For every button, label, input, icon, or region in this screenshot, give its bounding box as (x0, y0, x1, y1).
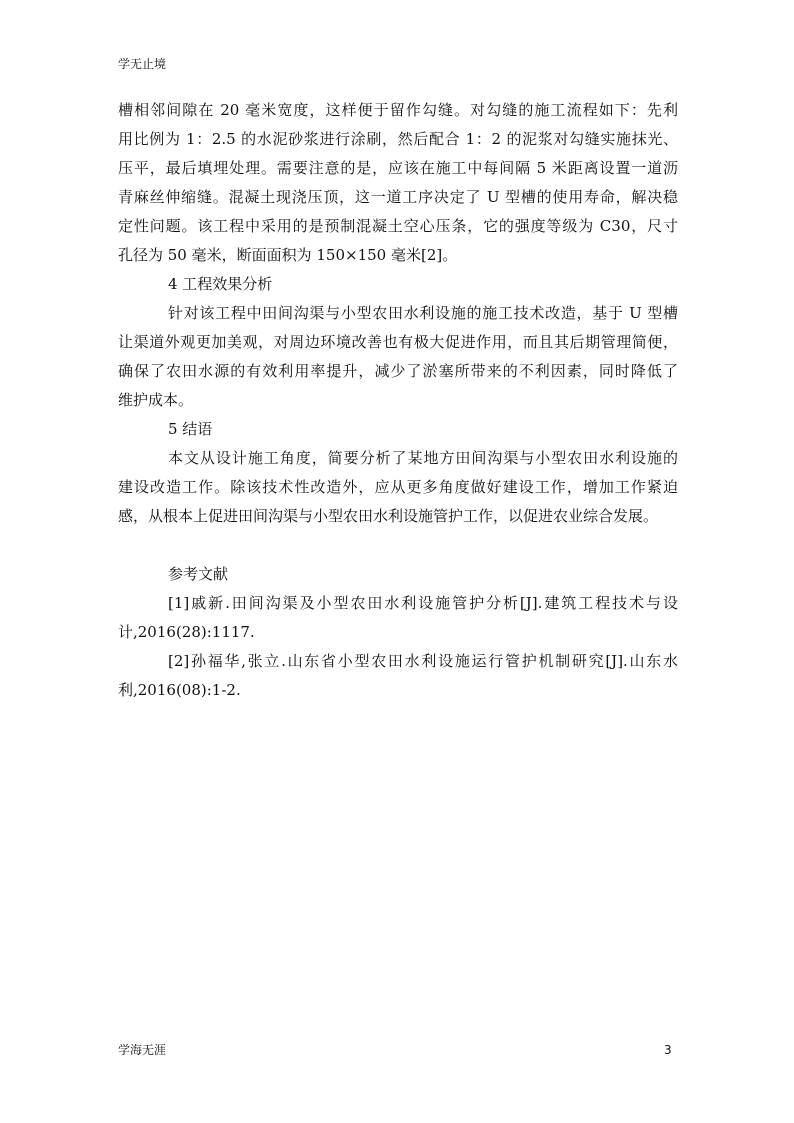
text-line: 定性问题。该工程中采用的是预制混凝土空心压条，它的强度等级为 C30，尺寸 (118, 217, 678, 235)
text-line: 针对该工程中田间沟渠与小型农田水利设施的施工技术改造，基于 U 型槽 (168, 304, 678, 322)
text-line: 建设改造工作。除该技术性改造外，应从更多角度做好建设工作，增加工作紧迫 (118, 478, 678, 496)
paragraph-construction-process (118, 96, 678, 270)
section-heading-4: 4 工程效果分析 (168, 275, 273, 293)
text-line: 槽相邻间隙在 20 毫米宽度，这样便于留作勾缝。对勾缝的施工流程如下：先利 (118, 101, 678, 119)
reference-line: [1]戚新.田间沟渠及小型农田水利设施管护分析[J].建筑工程技术与设 (168, 594, 678, 612)
reference-line: 利,2016(08):1-2. (118, 681, 241, 699)
text-line: 让渠道外观更加美观，对周边环境改善也有极大促进作用，而且其后期管理简便， (118, 333, 678, 351)
paragraph-effect-analysis (118, 299, 678, 415)
page-header: 学无止境 (118, 57, 167, 71)
reference-line: 计,2016(28):1117. (118, 623, 255, 641)
text-line: 用比例为 1：2.5 的水泥砂浆进行涂刷，然后配合 1：2 的泥浆对勾缝实施抹光、 (118, 130, 678, 148)
page-footer-text: 学海无涯 (118, 1043, 167, 1057)
text-line: 感，从根本上促进田间沟渠与小型农田水利设施管护工作，以促进农业综合发展。 (118, 507, 659, 525)
page-number: 3 (664, 1043, 672, 1057)
reference-line: [2]孙福华,张立.山东省小型农田水利设施运行管护机制研究[J].山东水 (168, 652, 678, 670)
text-line: 确保了农田水源的有效利用率提升，减少了淤塞所带来的不利因素，同时降低了 (118, 362, 678, 380)
document-body (118, 96, 678, 705)
text-line: 孔径为 50 毫米，断面面积为 150×150 毫米[2]。 (118, 246, 458, 264)
text-line: 本文从设计施工角度，简要分析了某地方田间沟渠与小型农田水利设施的 (168, 449, 678, 467)
reference-item-1 (118, 589, 678, 647)
text-line: 维护成本。 (118, 391, 194, 409)
text-line: 青麻丝伸缩缝。混凝土现浇压顶，这一道工序决定了 U 型槽的使用寿命，解决稳 (118, 188, 678, 206)
text-line: 压平，最后填埋处理。需要注意的是，应该在施工中每间隔 5 米距离设置一道沥 (118, 159, 678, 177)
section-heading-5: 5 结语 (168, 420, 213, 438)
spacer (118, 531, 678, 560)
references-heading: 参考文献 (168, 565, 229, 583)
reference-item-2 (118, 647, 678, 705)
paragraph-conclusion (118, 444, 678, 531)
